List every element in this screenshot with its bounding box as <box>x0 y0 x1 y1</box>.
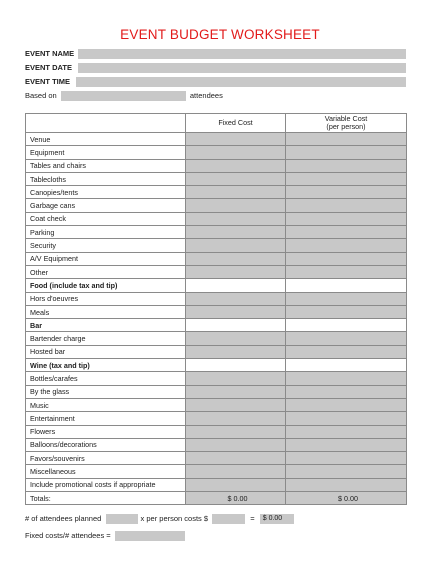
variable-cost-cell[interactable] <box>286 319 407 332</box>
budget-row <box>26 133 407 146</box>
budget-row-label: Wine (tax and tip) <box>26 359 186 372</box>
budget-row <box>26 359 407 372</box>
budget-row-label: Tables and chairs <box>26 159 186 172</box>
fixed-cost-cell[interactable] <box>186 438 286 451</box>
budget-row-label: Parking <box>26 226 186 239</box>
variable-cost-cell[interactable] <box>286 398 407 411</box>
variable-cost-cell[interactable] <box>286 385 407 398</box>
variable-cost-cell[interactable] <box>286 133 407 146</box>
budget-row-label: Balloons/decorations <box>26 438 186 451</box>
budget-row-label: Canopies/tents <box>26 186 186 199</box>
budget-row-label: Favors/souvenirs <box>26 452 186 465</box>
budget-row-label: Venue <box>26 133 186 146</box>
budget-row-label: Meals <box>26 305 186 318</box>
budget-row <box>26 212 407 225</box>
budget-row <box>26 292 407 305</box>
budget-row <box>26 372 407 385</box>
budget-row-label: Tablecloths <box>26 172 186 185</box>
budget-row <box>26 398 407 411</box>
variable-cost-cell[interactable] <box>286 159 407 172</box>
budget-row-label: Food (include tax and tip) <box>26 279 186 292</box>
fixed-cost-cell[interactable] <box>186 478 286 491</box>
variable-cost-cell[interactable] <box>286 199 407 212</box>
fixed-per-attendee-label: Fixed costs/# attendees = <box>25 531 111 540</box>
header-item-cell <box>26 114 186 133</box>
fixed-cost-cell[interactable] <box>186 212 286 225</box>
fixed-cost-cell[interactable] <box>186 133 286 146</box>
fixed-cost-cell[interactable] <box>186 265 286 278</box>
fixed-cost-cell[interactable] <box>186 172 286 185</box>
fixed-cost-cell[interactable] <box>186 332 286 345</box>
fixed-cost-cell[interactable] <box>186 239 286 252</box>
event-date-row <box>25 63 406 74</box>
header-fixed-cost: Fixed Cost <box>186 114 286 133</box>
based-on-row <box>25 91 223 101</box>
attendees-planned-label: # of attendees planned <box>25 514 102 523</box>
budget-row <box>26 239 407 252</box>
budget-row-label: Flowers <box>26 425 186 438</box>
event-name-row <box>25 49 406 60</box>
budget-row <box>26 199 407 212</box>
variable-cost-cell[interactable] <box>286 212 407 225</box>
variable-cost-cell[interactable] <box>286 478 407 491</box>
budget-row <box>26 332 407 345</box>
variable-cost-cell[interactable] <box>286 186 407 199</box>
header-variable-line2: (per person) <box>326 122 366 131</box>
variable-cost-cell[interactable] <box>286 252 407 265</box>
budget-row <box>26 319 407 332</box>
budget-row <box>26 226 407 239</box>
event-time-row <box>25 77 406 88</box>
fixed-cost-cell[interactable] <box>186 465 286 478</box>
variable-cost-cell[interactable] <box>286 372 407 385</box>
header-variable-cost <box>286 114 407 133</box>
fixed-cost-cell[interactable] <box>186 319 286 332</box>
budget-row-label: Bottles/carafes <box>26 372 186 385</box>
attendee-count-field[interactable] <box>61 91 186 101</box>
budget-row-label: Garbage cans <box>26 199 186 212</box>
fixed-cost-cell[interactable] <box>186 412 286 425</box>
event-time-field[interactable] <box>76 77 406 87</box>
variable-cost-cell[interactable] <box>286 359 407 372</box>
per-person-label: x per person costs $ <box>140 514 209 523</box>
fixed-cost-cell[interactable] <box>186 252 286 265</box>
budget-row-label: Coat check <box>26 212 186 225</box>
fixed-cost-cell[interactable] <box>186 292 286 305</box>
variable-cost-cell[interactable] <box>286 226 407 239</box>
budget-row-label: Music <box>26 398 186 411</box>
header-variable-line1: Variable Cost <box>324 113 368 123</box>
variable-cost-cell[interactable] <box>286 146 407 159</box>
budget-row-label: Bartender charge <box>26 332 186 345</box>
fixed-cost-cell[interactable] <box>186 279 286 292</box>
variable-cost-cell[interactable] <box>286 332 407 345</box>
fixed-cost-cell[interactable] <box>186 226 286 239</box>
budget-row-label: Equipment <box>26 146 186 159</box>
worksheet-title: EVENT BUDGET WORKSHEET <box>120 27 320 42</box>
fixed-cost-cell[interactable] <box>186 425 286 438</box>
fixed-cost-cell[interactable] <box>186 452 286 465</box>
fixed-cost-cell[interactable] <box>186 372 286 385</box>
fixed-cost-cell[interactable] <box>186 186 286 199</box>
variable-cost-cell[interactable] <box>286 239 407 252</box>
budget-row-label: Bar <box>26 319 186 332</box>
budget-row-label: Security <box>26 239 186 252</box>
fixed-per-attendee-row <box>25 531 185 541</box>
total-variable-cost: $ 0.00 <box>286 492 407 505</box>
budget-row <box>26 385 407 398</box>
per-person-calc-row <box>25 514 294 524</box>
variable-cost-cell[interactable] <box>286 279 407 292</box>
budget-row-label: Include promotional costs if appropriate <box>26 478 186 491</box>
budget-row-label: Other <box>26 265 186 278</box>
event-name-field[interactable] <box>78 49 406 59</box>
variable-cost-cell[interactable] <box>286 265 407 278</box>
fixed-cost-cell[interactable] <box>186 398 286 411</box>
budget-row <box>26 412 407 425</box>
per-person-result: $ 0.00 <box>260 514 294 524</box>
budget-row <box>26 345 407 358</box>
budget-row-label: Hosted bar <box>26 345 186 358</box>
fixed-cost-cell[interactable] <box>186 345 286 358</box>
budget-row <box>26 305 407 318</box>
event-name-label: EVENT NAME <box>25 49 75 58</box>
budget-row <box>26 186 407 199</box>
budget-row <box>26 159 407 172</box>
variable-cost-cell[interactable] <box>286 345 407 358</box>
fixed-cost-cell[interactable] <box>186 305 286 318</box>
variable-cost-cell[interactable] <box>286 172 407 185</box>
budget-row <box>26 265 407 278</box>
variable-cost-cell[interactable] <box>286 438 407 451</box>
budget-row-label: Hors d'oeuvres <box>26 292 186 305</box>
fixed-per-attendee-field[interactable] <box>115 531 185 541</box>
fixed-cost-cell[interactable] <box>186 159 286 172</box>
table-header-row <box>26 114 407 133</box>
variable-cost-cell[interactable] <box>286 465 407 478</box>
equals-label: = <box>250 514 255 523</box>
budget-row <box>26 252 407 265</box>
budget-row <box>26 425 407 438</box>
fixed-cost-cell[interactable] <box>186 199 286 212</box>
variable-cost-cell[interactable] <box>286 425 407 438</box>
fixed-cost-cell[interactable] <box>186 146 286 159</box>
fixed-cost-cell[interactable] <box>186 359 286 372</box>
event-date-field[interactable] <box>78 63 406 73</box>
attendees-label: attendees <box>189 91 223 100</box>
budget-row <box>26 452 407 465</box>
budget-row <box>26 146 407 159</box>
budget-table <box>25 113 407 505</box>
event-time-label: EVENT TIME <box>25 77 71 86</box>
totals-label: Totals: <box>26 492 186 505</box>
budget-row-label: Entertainment <box>26 412 186 425</box>
budget-row-label: A/V Equipment <box>26 252 186 265</box>
total-fixed-cost: $ 0.00 <box>186 492 286 505</box>
budget-row-label: By the glass <box>26 385 186 398</box>
budget-row-label: Miscellaneous <box>26 465 186 478</box>
variable-cost-cell[interactable] <box>286 452 407 465</box>
budget-row <box>26 438 407 451</box>
variable-cost-cell[interactable] <box>286 292 407 305</box>
per-person-cost-field[interactable] <box>212 514 245 524</box>
fixed-cost-cell[interactable] <box>186 385 286 398</box>
variable-cost-cell[interactable] <box>286 305 407 318</box>
budget-row <box>26 172 407 185</box>
totals-row <box>26 492 407 505</box>
event-date-label: EVENT DATE <box>25 63 72 72</box>
budget-row <box>26 279 407 292</box>
variable-cost-cell[interactable] <box>286 412 407 425</box>
budget-row <box>26 465 407 478</box>
attendees-planned-field[interactable] <box>106 514 138 524</box>
based-on-label: Based on <box>25 91 57 100</box>
budget-row <box>26 478 407 491</box>
